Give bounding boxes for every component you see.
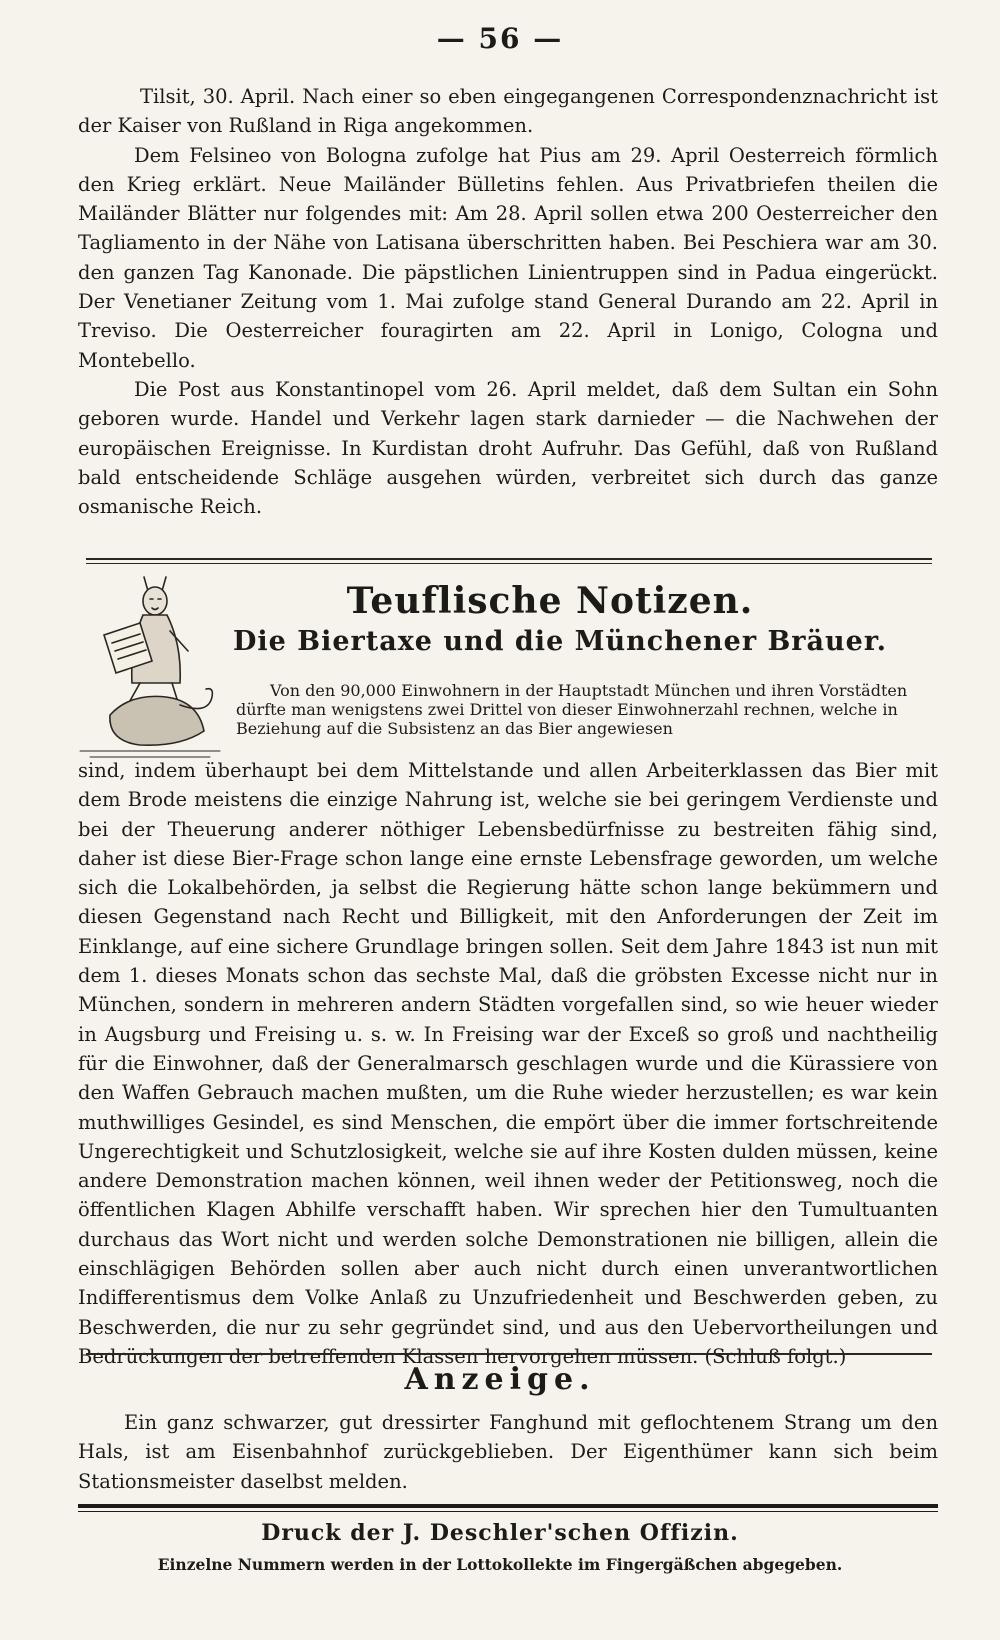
news-paragraph-tilsit: Tilsit, 30. April. Nach einer so eben eingegangenen Correspondenznachricht ist der Kaiser von Rußland in Riga angekommen.: [78, 85, 938, 138]
essay-body: [78, 756, 938, 1371]
news-section: [78, 82, 938, 521]
section-divider-thin: [86, 563, 932, 564]
news-paragraph-bologna: Dem Felsineo von Bologna zufolge hat Pius am 29. April Oesterreich förmlich den Krieg erklärt. Neue Mailänder Bülletins fehlen. Aus Privatbriefen theilen die Mailänder Blätter nur folgendes mit: Am 28. April sollen etwa 200 Oesterreicher den Tagliamento in der Nähe von Latisana überschritten haben. Bei Peschiera war am 30. den ganzen Tag Kanonade. Die päpstlichen Linientruppen sind in Padua eingerückt. Der Venetianer Zeitung vom 1. Mai zufolge stand General Durando am 22. April in Treviso. Die Oesterreicher fouragirten am 22. April in Lonigo, Cologna und Montebello.: [78, 143, 938, 372]
section-divider: [86, 558, 932, 560]
essay-body-paragraph: sind, indem überhaupt bei dem Mittelstande und allen Arbeiterklassen das Bier mit dem Brode meistens die einzige Nahrung ist, welche sie bei geringem Verdienste und bei der Theuerung anderer nöthiger Lebensbedürfnisse zu bestreiten fähig sind, daher ist diese Bier-Frage schon lange eine ernste Lebensfrage geworden, um welche sich die Lokalbehörden, ja selbst die Regierung hätte schon lange bekümmern und diesen Gegenstand nach Recht und Billigkeit, mit den Anforderungen der Zeit im Einklange, auf eine sichere Grundlage bringen sollen. Seit dem Jahre 1843 ist nun mit dem 1. dieses Monats schon das sechste Mal, daß die gröbsten Excesse nicht nur in München, sondern in mehreren andern Städten vorgefallen sind, so wie heuer wieder in Augsburg und Freising u. s. w. In Freising war der Exceß so groß und nachtheilig für die Einwohner, daß der Generalmarsch geschlagen wurde und die Kürassiere von den Waffen Gebrauch machen mußten, um die Ruhe wieder herzustellen; es war kein muthwilliges Gesindel, es sind Menschen, die empört über die immer fortschreitende Ungerechtigkeit und Schutzlosigkeit, welche sie auf ihre Kosten dulden müssen, keine andere Demonstration machen können, weil ihnen weder der Petitionsweg, noch die öffentlichen Klagen Abhilfe verschafft haben. Wir sprechen hier den Tumultuanten durchaus das Wort nicht und werden solche Demonstrationen nie billigen, allein die einschlägigen Behörden sollen aber auch nicht durch einen unverantwortlichen Indifferentismus dem Volke Anlaß zu Unzufriedenheit und Beschwerden geben, zu Beschwerden, die nur zu sehr gegründet sind, und aus den Uebervortheilungen und Bedrückungen der betreffenden Klassen hervorgehen müssen. (Schluß folgt.): [78, 759, 938, 1368]
ad-divider: [86, 1353, 932, 1355]
printer-imprint: Druck der J. Deschler'schen Offizin.: [261, 1520, 739, 1546]
advertisement-text: Ein ganz schwarzer, gut dressirter Fanghund mit geflochtenem Strang um den Hals, ist am Eisenbahnhof zurückgeblieben. Der Eigenthümer kann sich beim Stationsmeister daselbst melden.: [78, 1411, 938, 1493]
advertisement-title: Anzeige.: [404, 1362, 596, 1397]
section-title: Teuflische Notizen.: [346, 580, 754, 622]
footer-note: Einzelne Nummern werden in der Lottokollekte im Fingergäßchen abgegeben.: [157, 1555, 843, 1574]
devil-reading-illustration: [70, 565, 230, 765]
essay-lead: [236, 665, 938, 754]
news-paragraph-konstantinopel: Die Post aus Konstantinopel vom 26. April meldet, daß dem Sultan ein Sohn geboren wurde. Handel und Verkehr lagen stark darnieder — die Nachwehen der europäischen Ereignisse. In Kurdistan droht Aufruhr. Das Gefühl, daß von Rußland bald entscheidende Schläge ausgehen würden, verbreitet sich durch das ganze osmanische Reich.: [78, 377, 938, 519]
essay-lead-paragraph: Von den 90,000 Einwohnern in der Hauptstadt München und ihren Vorstädten dürfte man wenigstens zwei Drittel von dieser Einwohnerzahl rechnen, welche in Beziehung auf die Subsistenz an das Bier angewiesen: [236, 681, 908, 738]
footer-divider: [78, 1504, 938, 1508]
article-subtitle: Die Biertaxe und die Münchener Bräuer.: [233, 626, 887, 657]
advertisement: [78, 1408, 938, 1496]
footer-divider-thin: [78, 1511, 938, 1512]
page-number: — 56 —: [436, 22, 564, 55]
